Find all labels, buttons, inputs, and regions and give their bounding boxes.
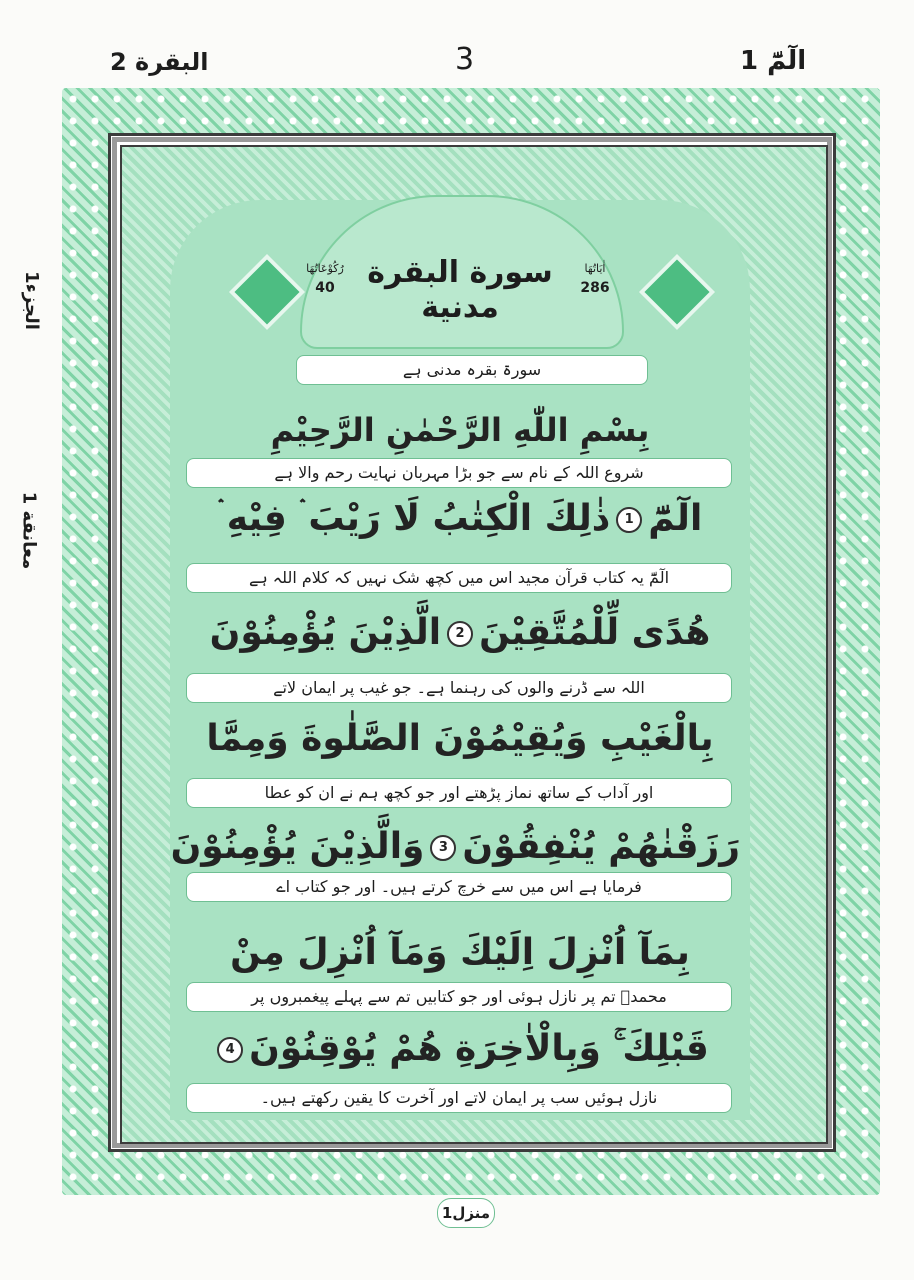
arabic-text: قَبْلِكَ ۚ وَبِالْاٰخِرَةِ هُمْ يُوْقِنُوْنَ	[249, 1028, 709, 1069]
verse-line	[180, 714, 740, 764]
muanaqa-margin-label: معانقة 1	[18, 491, 40, 570]
ruku-label: رُكُوْعَاتُهَا	[306, 262, 344, 275]
manzil-label: منزل1	[437, 1198, 495, 1228]
arabic-text: هُدًى لِّلْمُتَّقِيْنَ	[479, 612, 711, 653]
arabic-text: رَزَقْنٰهُمْ يُنْفِقُوْنَ	[462, 826, 740, 867]
verse-line	[170, 822, 740, 872]
ayat-label: اٰيَاتُهَا	[584, 262, 606, 275]
arabic-text: الٓمّٓ	[648, 498, 703, 539]
page-number: 3	[455, 42, 475, 77]
translation-line: محمدؐ تم پر نازل ہوئی اور جو کتابیں تم سے پہلے پیغمبروں پر	[186, 982, 732, 1012]
arabic-text: بِمَآ اُنْزِلَ اِلَيْكَ وَمَآ اُنْزِلَ مِنْ	[230, 932, 690, 973]
verse-line	[180, 608, 740, 658]
ayah-marker: 3	[430, 835, 456, 861]
translation-line: اور آداب کے ساتھ نماز پڑھتے اور جو کچھ ہم نے ان کو عطا	[186, 778, 732, 808]
surah-title: سورة البقرة مدنية	[367, 255, 553, 325]
arabic-text: ذٰلِكَ الْكِتٰبُ لَا رَيْبَ ۛ فِيْهِ ۛ	[217, 498, 611, 539]
verse-line	[180, 928, 740, 978]
verse-line	[180, 494, 740, 544]
translation-line: اللہ سے ڈرنے والوں کی رہنما ہے۔ جو غیب پر ایمان لاتے	[186, 673, 732, 703]
ayah-marker: 2	[447, 621, 473, 647]
verse-line	[180, 1024, 740, 1074]
arabic-text: وَالَّذِيْنَ يُؤْمِنُوْنَ	[170, 826, 425, 867]
bismillah-translation: شروع اللہ کے نام سے جو بڑا مہربان نہایت رحم والا ہے	[186, 458, 732, 488]
juz-name: الٓمّٓ 1	[740, 46, 807, 76]
ayah-marker: 1	[616, 507, 642, 533]
translation-line: فرمایا ہے اس میں سے خرچ کرتے ہیں۔ اور جو کتاب اے	[186, 872, 732, 902]
juz-margin-label: الجزء1	[20, 271, 42, 330]
ayat-count: 286	[580, 280, 610, 296]
surah-reference: البقرة 2	[110, 48, 209, 76]
ruku-count: 40	[315, 280, 335, 296]
translation-line: الٓمّٓ یہ کتاب قرآن مجید اس میں کچھ شک نہیں کہ کلام اللہ ہے	[186, 563, 732, 593]
bismillah: بِسْمِ اللّٰهِ الرَّحْمٰنِ الرَّحِيْمِ	[270, 411, 650, 449]
translation-line: نازل ہوئیں سب پر ایمان لاتے اور آخرت کا یقین رکھتے ہیں۔	[186, 1083, 732, 1113]
surah-note: سورۃ بقرہ مدنی ہے	[296, 355, 648, 385]
arabic-text: بِالْغَيْبِ وَيُقِيْمُوْنَ الصَّلٰوةَ وَمِمَّا	[206, 718, 714, 759]
arabic-text: الَّذِيْنَ يُؤْمِنُوْنَ	[209, 612, 442, 653]
ayah-marker: 4	[217, 1037, 243, 1063]
